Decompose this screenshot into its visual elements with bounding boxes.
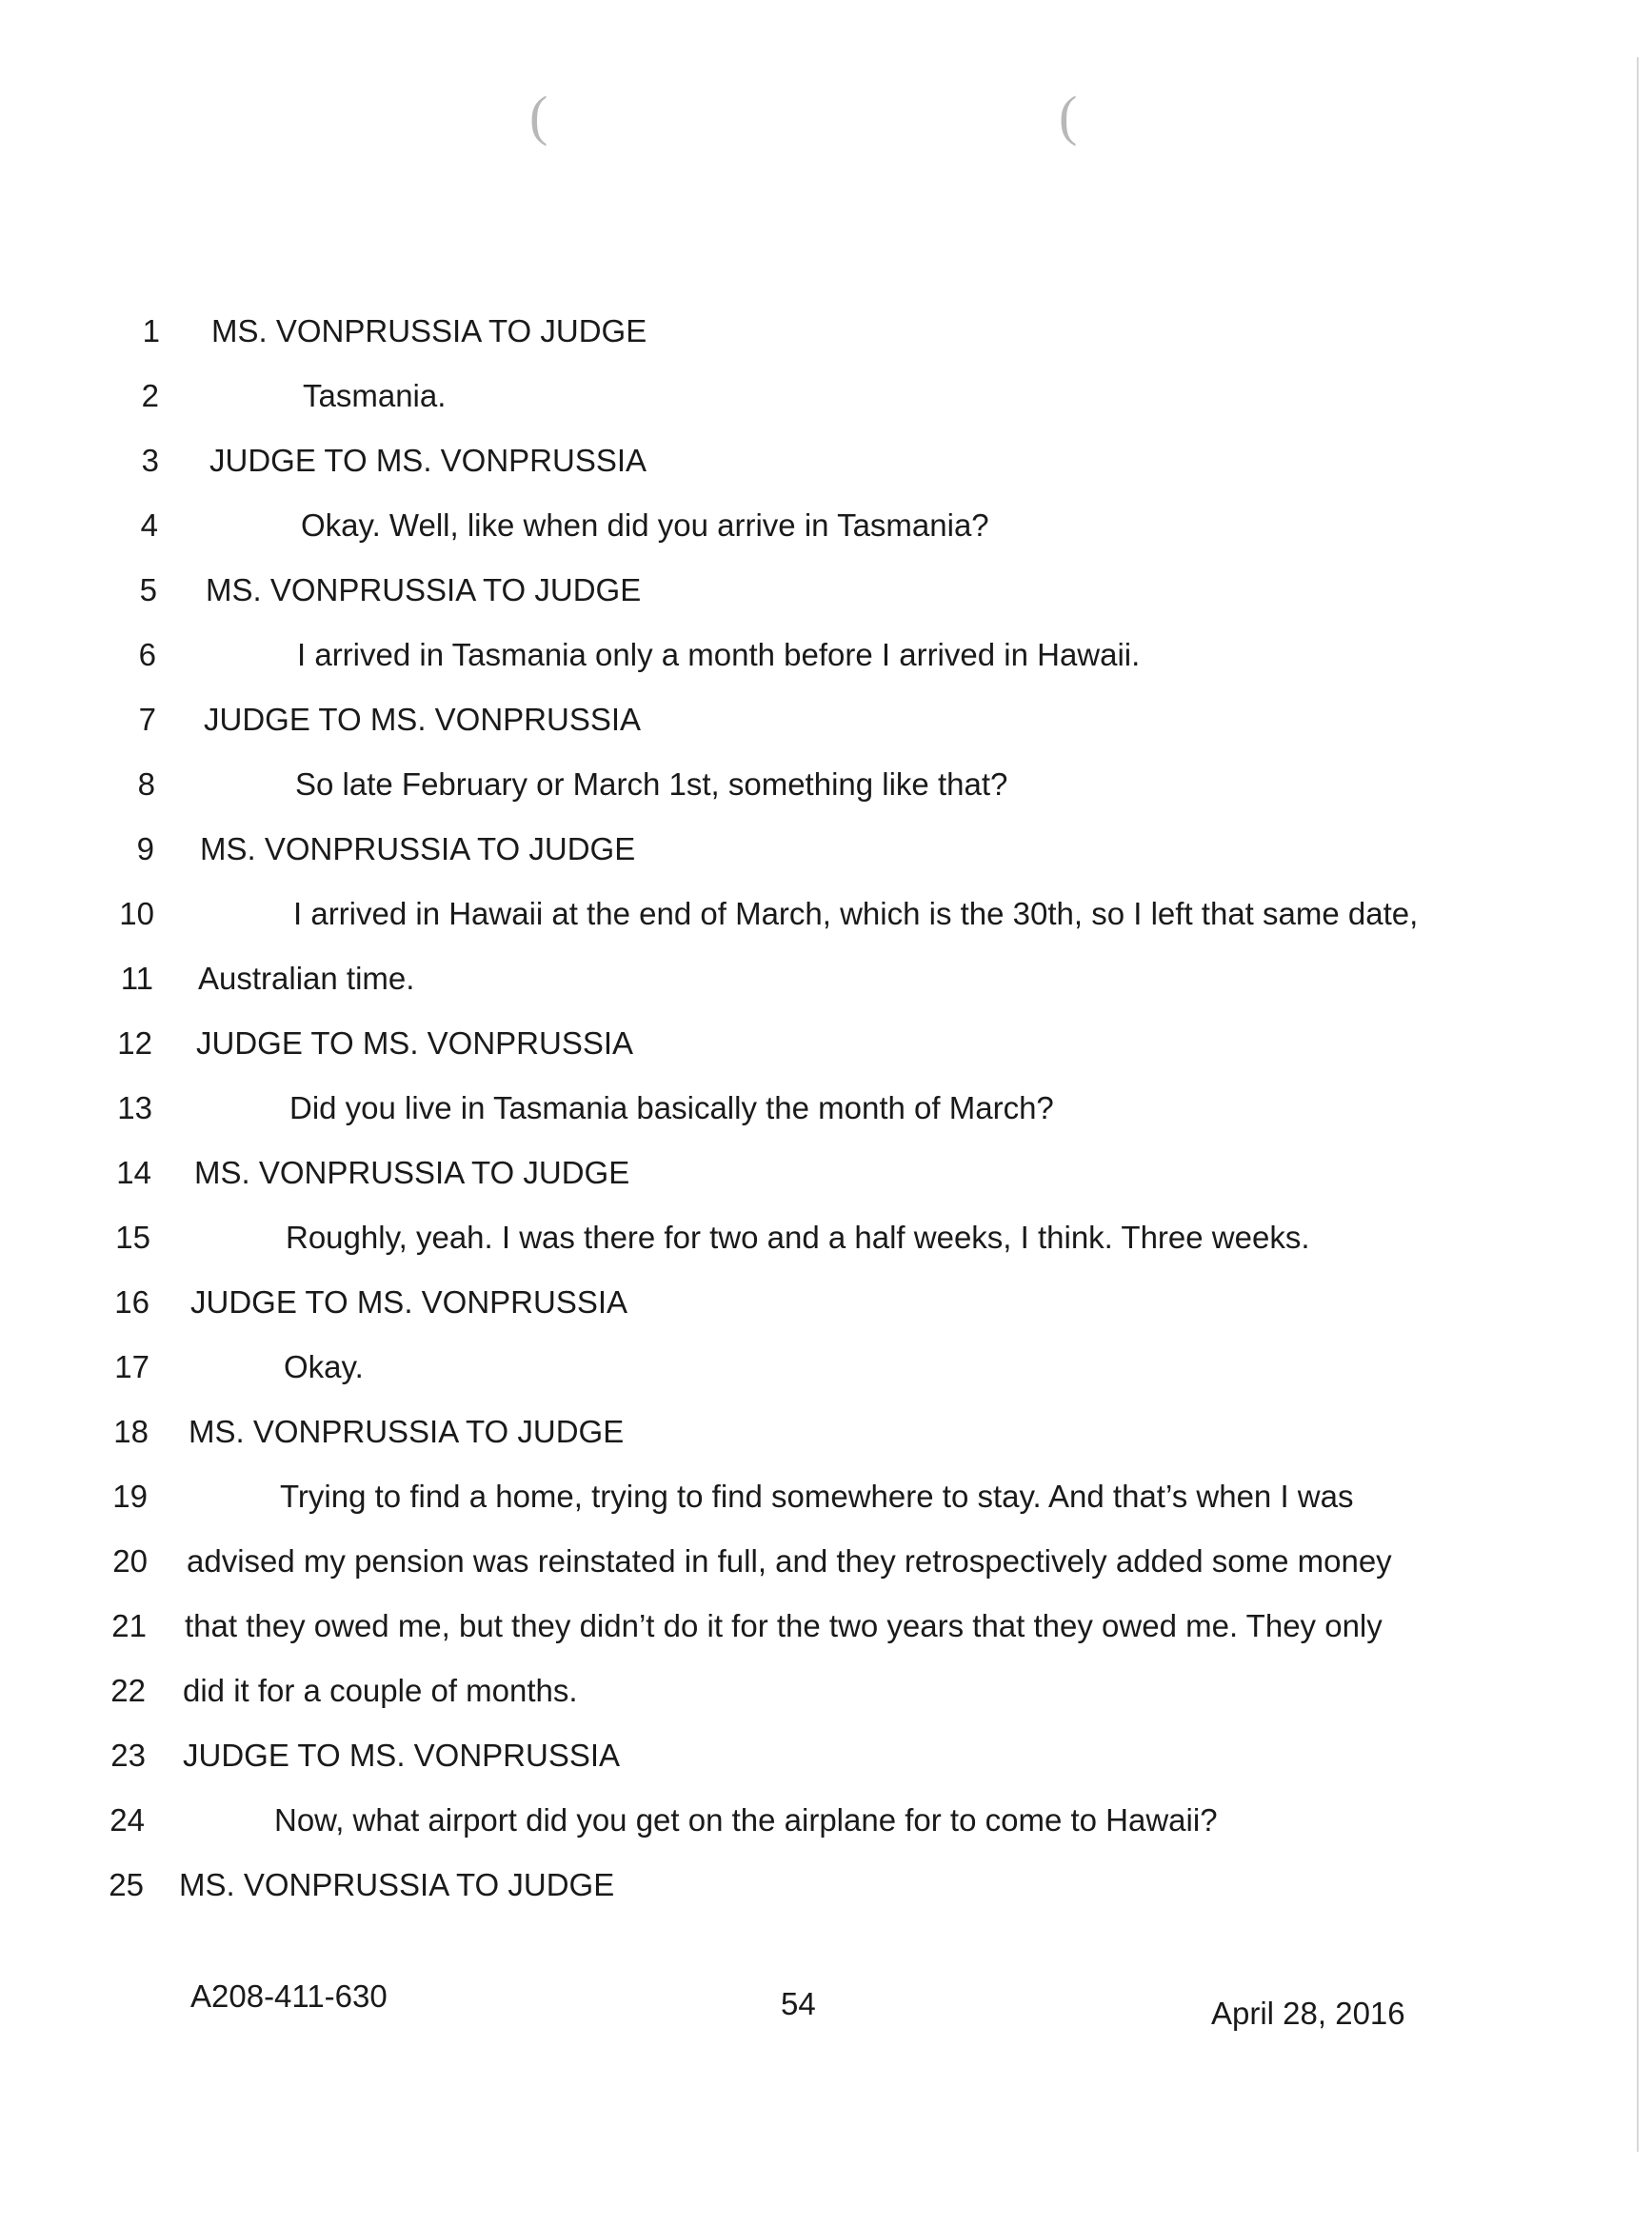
speaker-line: MS. VONPRUSSIA TO JUDGE bbox=[200, 831, 636, 866]
line-number: 25 bbox=[109, 1867, 144, 1902]
transcript-line bbox=[0, 1792, 1652, 1849]
transcript-line bbox=[0, 1857, 1652, 1914]
speaker-line: did it for a couple of months. bbox=[183, 1673, 578, 1708]
line-number: 11 bbox=[120, 961, 153, 996]
testimony-line: So late February or March 1st, something like that? bbox=[295, 766, 1008, 802]
transcript-line bbox=[0, 1598, 1652, 1655]
transcript-line bbox=[0, 950, 1652, 1007]
line-number: 17 bbox=[114, 1349, 149, 1384]
line-number: 3 bbox=[141, 443, 159, 478]
transcript-line bbox=[0, 562, 1652, 619]
line-number: 15 bbox=[115, 1220, 150, 1255]
testimony-line: Roughly, yeah. I was there for two and a half weeks, I think. Three weeks. bbox=[286, 1220, 1310, 1255]
testimony-line: I arrived in Hawaii at the end of March, which is the 30th, so I left that same date, bbox=[293, 896, 1419, 931]
speaker-line: JUDGE TO MS. VONPRUSSIA bbox=[183, 1738, 621, 1773]
transcript-line bbox=[0, 1339, 1652, 1396]
scan-mark-right: ( bbox=[1059, 85, 1078, 147]
speaker-line: MS. VONPRUSSIA TO JUDGE bbox=[194, 1155, 630, 1190]
line-number: 1 bbox=[142, 313, 160, 348]
transcript-line bbox=[0, 1533, 1652, 1590]
testimony-line: I arrived in Tasmania only a month before I arrived in Hawaii. bbox=[297, 637, 1141, 672]
transcript-line bbox=[0, 497, 1652, 554]
transcript-line bbox=[0, 1144, 1652, 1202]
page-number: 54 bbox=[781, 1986, 816, 2021]
line-number: 22 bbox=[110, 1673, 146, 1708]
speaker-line: MS. VONPRUSSIA TO JUDGE bbox=[211, 313, 647, 348]
transcript-line bbox=[0, 691, 1652, 748]
transcript-line bbox=[0, 626, 1652, 684]
testimony-line: Did you live in Tasmania basically the month of March? bbox=[289, 1090, 1054, 1125]
speaker-line: MS. VONPRUSSIA TO JUDGE bbox=[206, 572, 642, 607]
line-number: 10 bbox=[119, 896, 154, 931]
speaker-line: JUDGE TO MS. VONPRUSSIA bbox=[209, 443, 647, 478]
line-number: 2 bbox=[141, 378, 159, 413]
transcript-line bbox=[0, 1727, 1652, 1784]
line-number: 20 bbox=[112, 1543, 148, 1579]
case-number: A208-411-630 bbox=[190, 1978, 388, 2014]
transcript-line bbox=[0, 303, 1652, 360]
transcript-line bbox=[0, 1662, 1652, 1719]
scan-mark-left: ( bbox=[529, 85, 548, 147]
testimony-line: Okay. Well, like when did you arrive in Tasmania? bbox=[301, 507, 989, 543]
transcript-line bbox=[0, 756, 1652, 813]
transcript-line bbox=[0, 1468, 1652, 1525]
line-number: 5 bbox=[139, 572, 157, 607]
speaker-line: that they owed me, but they didn’t do it for the two years that they owed me. They only bbox=[185, 1608, 1383, 1643]
transcript-line bbox=[0, 368, 1652, 425]
line-number: 23 bbox=[110, 1738, 146, 1773]
speaker-line: MS. VONPRUSSIA TO JUDGE bbox=[189, 1414, 625, 1449]
speaker-line: Australian time. bbox=[198, 961, 415, 996]
transcript-line bbox=[0, 885, 1652, 943]
line-number: 9 bbox=[136, 831, 154, 866]
line-number: 14 bbox=[116, 1155, 151, 1190]
line-number: 4 bbox=[140, 507, 158, 543]
line-number: 24 bbox=[109, 1802, 145, 1838]
line-number: 16 bbox=[114, 1284, 149, 1320]
testimony-line: Trying to find a home, trying to find somewhere to stay. And that’s when I was bbox=[280, 1479, 1354, 1514]
speaker-line: JUDGE TO MS. VONPRUSSIA bbox=[204, 702, 642, 737]
line-number: 6 bbox=[138, 637, 156, 672]
line-number: 12 bbox=[117, 1025, 152, 1061]
testimony-line: Now, what airport did you get on the airplane for to come to Hawaii? bbox=[274, 1802, 1218, 1838]
speaker-line: advised my pension was reinstated in full, and they retrospectively added some money bbox=[187, 1543, 1392, 1579]
speaker-line: JUDGE TO MS. VONPRUSSIA bbox=[196, 1025, 634, 1061]
line-number: 13 bbox=[117, 1090, 152, 1125]
transcript-line bbox=[0, 432, 1652, 489]
transcript-line bbox=[0, 1403, 1652, 1461]
speaker-line: MS. VONPRUSSIA TO JUDGE bbox=[179, 1867, 615, 1902]
transcript-line bbox=[0, 1080, 1652, 1137]
line-number: 8 bbox=[137, 766, 155, 802]
line-number: 18 bbox=[113, 1414, 149, 1449]
hearing-date: April 28, 2016 bbox=[1211, 1996, 1405, 2031]
line-number: 21 bbox=[111, 1608, 147, 1643]
speaker-line: JUDGE TO MS. VONPRUSSIA bbox=[190, 1284, 628, 1320]
line-number: 19 bbox=[112, 1479, 148, 1514]
transcript-line bbox=[0, 1209, 1652, 1266]
testimony-line: Okay. bbox=[284, 1349, 364, 1384]
testimony-line: Tasmania. bbox=[303, 378, 447, 413]
transcript-line bbox=[0, 1015, 1652, 1072]
line-number: 7 bbox=[138, 702, 156, 737]
transcript-line bbox=[0, 821, 1652, 878]
transcript-line bbox=[0, 1274, 1652, 1331]
